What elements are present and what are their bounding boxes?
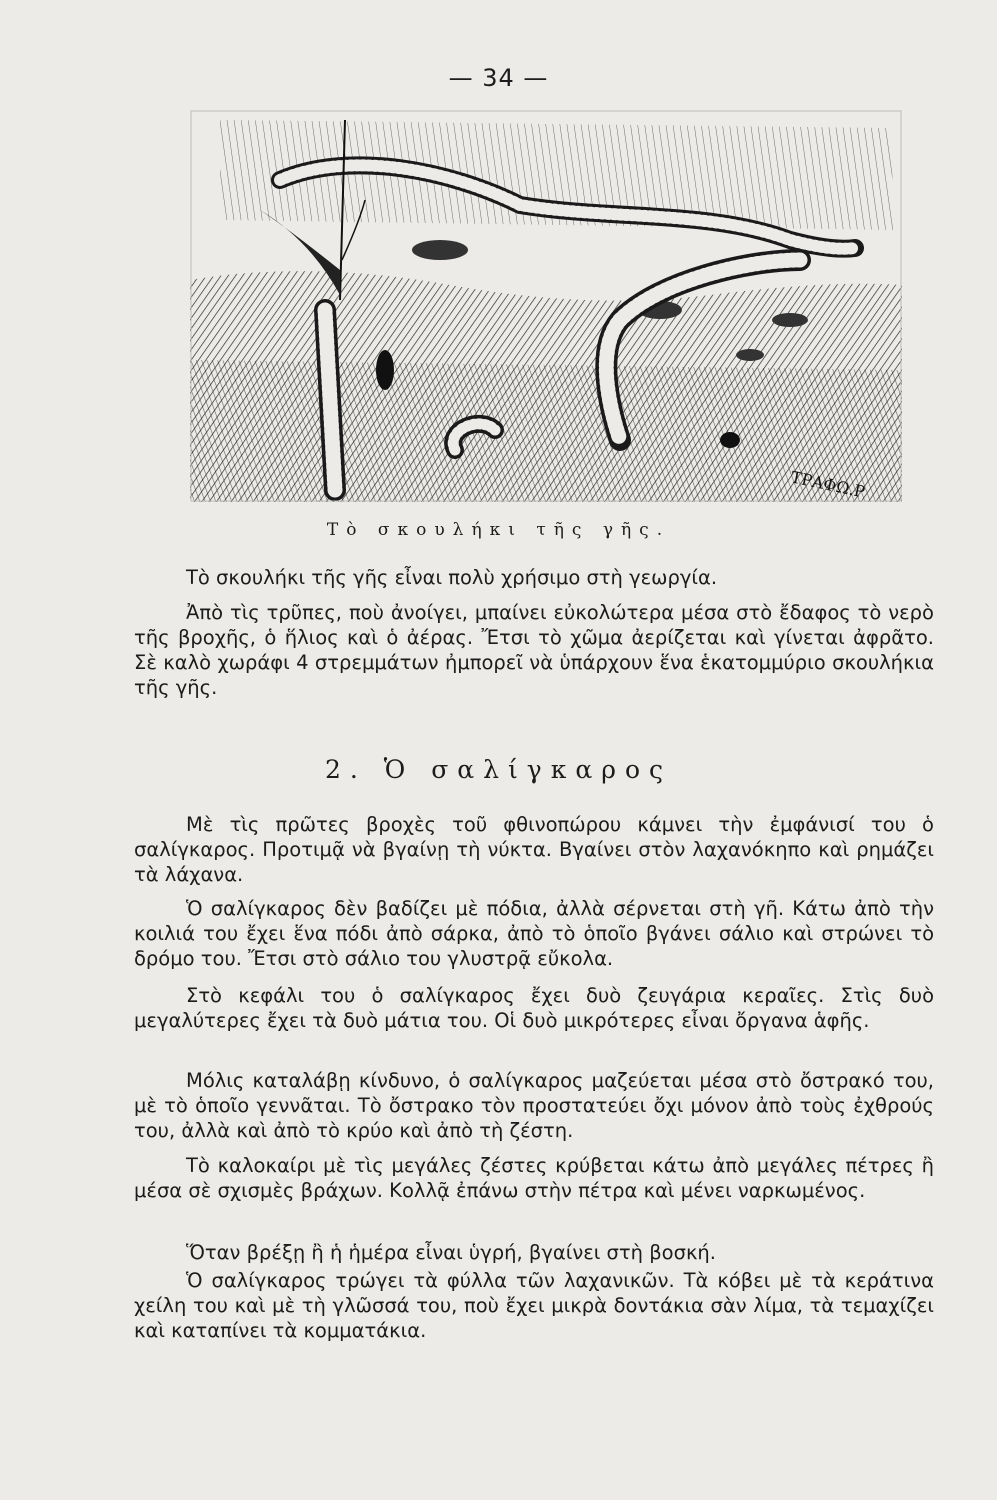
snail-paragraph-3: Στὸ κεφάλι του ὁ σαλίγκαρος ἔχει δυὸ ζευγάρια κεραῖες. Στὶς δυὸ μεγαλύτερες ἔχει τὰ δυὸ μάτια του. Οἱ δυὸ μικρότερες εἶναι ὄργανα ἁφῆς. bbox=[134, 984, 934, 1032]
artist-signature: ΤΡΑΦΩ.Ρ bbox=[789, 467, 867, 502]
earthworm-illustration bbox=[190, 110, 902, 502]
section-heading: 2. Ὁ σαλίγκαρος bbox=[324, 755, 673, 784]
snail-paragraph-7: Ὁ σαλίγκαρος τρώγει τὰ φύλλα τῶν λαχανικῶν. Τὰ κόβει μὲ τὰ κεράτινα χείλη του καὶ μὲ τὴ γλῶσσά του, ποὺ ἔχει μικρὰ δοντάκια σὰν λίμα, τὰ τεμαχίζει καὶ καταπίνει τὰ κομματάκια. bbox=[134, 1269, 934, 1342]
burrow-hole bbox=[376, 350, 394, 390]
snail-paragraph-4: Μόλις καταλάβῃ κίνδυνο, ὁ σαλίγκαρος μαζεύεται μέσα στὸ ὄστρακό του, μὲ τὸ ὁποῖο γεννᾶται. Τὸ ὄστρακο τὸν προστατεύει ὄχι μόνον ἀπὸ τοὺς ἐχθρούς του, ἀλλὰ καὶ ἀπὸ τὸ κρύο καὶ ἀπὸ τὴ ζέστη. bbox=[134, 1069, 934, 1142]
page-number: — 34 — bbox=[448, 64, 549, 92]
earthworm-engraving bbox=[190, 110, 902, 502]
snail-paragraph-5: Τὸ καλοκαίρι μὲ τὶς μεγάλες ζέστες κρύβεται κάτω ἀπὸ μεγάλες πέτρες ἢ μέσα σὲ σχισμὲς βράχων. Κολλᾷ ἐπάνω στὴν πέτρα καὶ μένει ναρκωμένος. bbox=[134, 1154, 934, 1202]
snail-paragraph-6: Ὅταν βρέξῃ ἢ ἡ ἡμέρα εἶναι ὑγρή, βγαίνει στὴ βοσκή. bbox=[186, 1241, 716, 1264]
snail-paragraph-1: Μὲ τὶς πρῶτες βροχὲς τοῦ φθινοπώρου κάμνει τὴν ἐμφάνισί του ὁ σαλίγκαρος. Προτιμᾷ νὰ βγαίνῃ τὴ νύκτα. Βγαίνει στὸν λαχανόκηπο καὶ ρημάζει τὰ λάχανα. bbox=[134, 813, 934, 886]
snail-paragraph-2: Ὁ σαλίγκαρος δὲν βαδίζει μὲ πόδια, ἀλλὰ σέρνεται στὴ γῆ. Κάτω ἀπὸ τὴν κοιλιά του ἔχει ἕνα πόδι ἀπὸ σάρκα, ἀπὸ τὸ ὁποῖο βγάνει σάλιο καὶ στρώνει τὸ δρόμο του. Ἔτσι στὸ σάλιο του γλυστρᾷ εὔκολα. bbox=[134, 897, 934, 970]
worm-paragraph-1: Τὸ σκουλήκι τῆς γῆς εἶναι πολὺ χρήσιμο στὴ γεωργία. bbox=[186, 566, 718, 589]
stone-shape bbox=[412, 240, 468, 260]
figure-caption: Τὸ σκουλήκι τῆς γῆς. bbox=[326, 520, 671, 540]
worm-paragraph-2: Ἀπὸ τὶς τρῦπες, ποὺ ἀνοίγει, μπαίνει εὐκολώτερα μέσα στὸ ἔδαφος τὸ νερὸ τῆς βροχῆς, ὁ ἥλιος καὶ ὁ ἀέρας. Ἔτσι τὸ χῶμα ἀερίζεται καὶ γίνεται ἀφρᾶτο. Σὲ καλὸ χωράφι 4 στρεμμάτων ἠμπορεῖ νὰ ὑπάρχουν ἕνα ἑκατομμύριο σκουλήκια τῆς γῆς. bbox=[134, 601, 934, 699]
